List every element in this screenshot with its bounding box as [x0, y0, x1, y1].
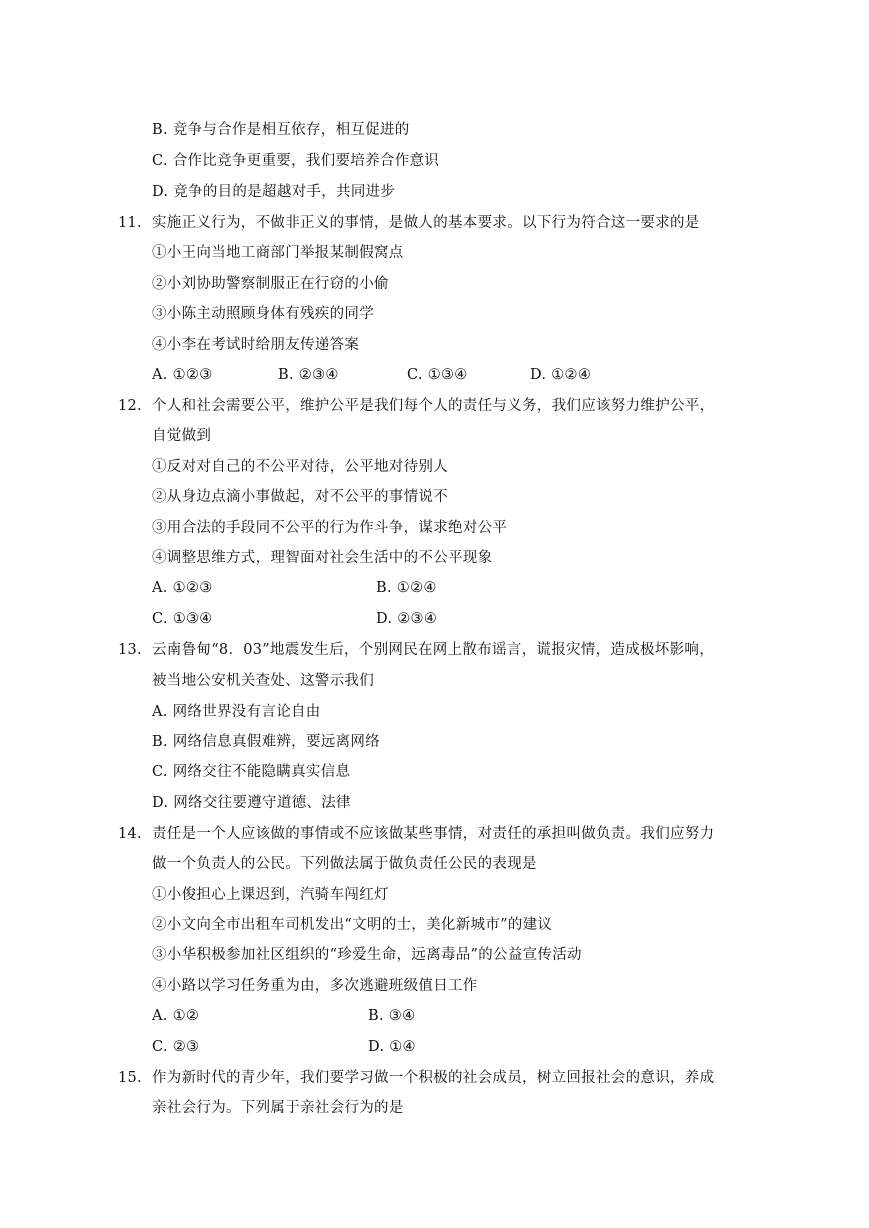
q14-number: 14.	[118, 826, 142, 842]
q11-number: 11.	[118, 215, 142, 231]
q11-choice-a: A. ①②③	[152, 367, 213, 383]
q14-choice-c: C. ②③	[152, 1039, 200, 1055]
q14-choice-d: D. ①④	[368, 1039, 416, 1055]
q11-choice-d: D. ①②④	[530, 367, 592, 383]
q12-number: 12.	[118, 398, 142, 414]
q12-choice-d: D. ②③④	[376, 611, 438, 627]
q11-choice-c: C. ①③④	[407, 367, 468, 383]
q12-choice-a: A. ①②③	[152, 580, 213, 596]
q13-number: 13.	[118, 642, 142, 658]
q15-number: 15.	[118, 1070, 142, 1086]
q12-choice-c: C. ①③④	[152, 611, 213, 627]
q14-choice-a: A. ①②	[152, 1008, 200, 1024]
q12-choice-b: B. ①②④	[376, 580, 437, 596]
q11-choice-b: B. ②③④	[278, 367, 339, 383]
q14-choice-b: B. ③④	[368, 1008, 416, 1024]
exam-page: B. 竞争与合作是相互依存，相互促进的 C. 合作比竞争更重要，我们要培养合作意识 D. 竞争的目的是超越对手，共同进步 11. 实施正义行为，不做非正义的事情，是做人的基本要求。以下行为符合这一要求的是 ①小王向当地工商部门举报某制假窝点 ②小刘协助警察制服正在行窃的小偷 ③小陈主动照顾身体有残疾的同学 ④小李在考试时给朋友传递答案 A. ①②③ B. ②③④ C. ①③④ D. ①②④ 12. 个人和社会需要公平，维护公平是我们每个人的责任与义务，我们应该努力维护公平， 自觉做到 ①反对对自己的不公平对待，公平地对待别人 ②从身边点滴小事做起，对不公平的事情说不 ③用合法的手段同不公平的行为作斗争，谋求绝对公平 ④调整思维方式，理智面对社会生活中的不公平现象 A. ①②③ B. ①②④ C. ①③④ D. ②③④ 13. 云南鲁甸“8．03”地震发生后，个别网民在网上散布谣言，谎报灾情，造成极坏影响， 被当地公安机关查处、这警示我们 A. 网络世界没有言论自由 B. 网络信息真假难辨，要远离网络 C. 网络交往不能隐瞒真实信息 D. 网络交往要遵守道德、法律 14. 责任是一个人应该做的事情或不应该做某些事情，对责任的承担叫做负责。我们应努力 做一个负责人的公民。下列做法属于做负责任公民的表现是 ①小俊担心上课迟到，汽骑车闯红灯 ②小文向全市出租车司机发出“文明的士，美化新城市”的建议 ③小华积极参加社区组织的“珍爱生命，远离毒品”的公益宣传活动 ④小路以学习任务重为由，多次逃避班级值日工作 A. ①② B. ③④ C. ②③ D. ①④ 15. 作为新时代的青少年，我们要学习做一个积极的社会成员，树立回报社会的意识，养成 亲社会行为。下列属于亲社会行为的是	[118, 122, 715, 1116]
